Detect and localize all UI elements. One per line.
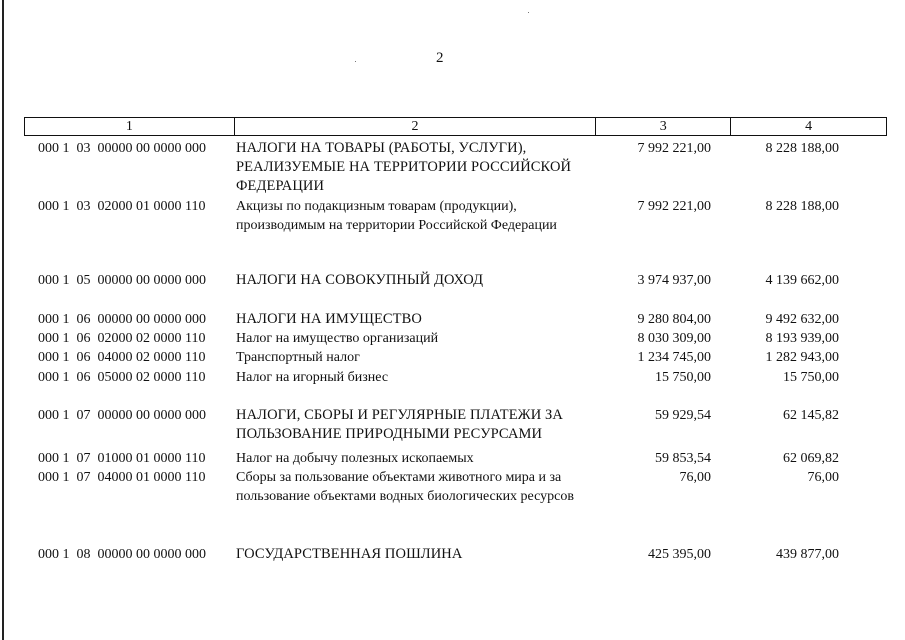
value-col3: 425 395,00 bbox=[648, 547, 711, 562]
column-header-2: 2 bbox=[234, 118, 596, 136]
value-col4: 8 193 939,00 bbox=[765, 331, 839, 346]
page-left-edge bbox=[2, 0, 4, 640]
budget-code: 000 1 07 01000 01 0000 110 bbox=[38, 451, 206, 466]
value-col4: 4 139 662,00 bbox=[765, 273, 839, 288]
value-col4: 76,00 bbox=[807, 470, 839, 485]
row-name: НАЛОГИ НА СОВОКУПНЫЙ ДОХОД bbox=[236, 272, 484, 288]
row-name: НАЛОГИ НА ИМУЩЕСТВО bbox=[236, 311, 422, 327]
row-name: ГОСУДАРСТВЕННАЯ ПОШЛИНА bbox=[236, 546, 463, 562]
value-col3: 7 992 221,00 bbox=[637, 141, 711, 156]
budget-code: 000 1 06 05000 02 0000 110 bbox=[38, 370, 206, 385]
value-col3: 59 929,54 bbox=[655, 408, 711, 423]
row-name: НАЛОГИ, СБОРЫ И РЕГУЛЯРНЫЕ ПЛАТЕЖИ ЗА ПОЛЬЗОВАНИЕ ПРИРОДНЫМИ РЕСУРСАМИ bbox=[236, 407, 563, 442]
row-name: Акцизы по подакцизным товарам (продукции), производимым на территории Российской Федерации bbox=[236, 199, 557, 233]
row-name: НАЛОГИ НА ТОВАРЫ (РАБОТЫ, УСЛУГИ), РЕАЛИЗУЕМЫЕ НА ТЕРРИТОРИИ РОССИЙСКОЙ ФЕДЕРАЦИИ bbox=[236, 140, 572, 194]
page-number: 2 bbox=[436, 50, 444, 66]
budget-code: 000 1 06 00000 00 0000 000 bbox=[38, 312, 206, 327]
row-name: Транспортный налог bbox=[236, 350, 360, 365]
value-col3: 59 853,54 bbox=[655, 451, 711, 466]
row-name: Налог на игорный бизнес bbox=[236, 370, 389, 385]
value-col4: 1 282 943,00 bbox=[765, 350, 839, 365]
column-header-1: 1 bbox=[25, 118, 235, 136]
budget-code: 000 1 03 02000 01 0000 110 bbox=[38, 199, 206, 214]
value-col4: 9 492 632,00 bbox=[765, 312, 839, 327]
value-col3: 15 750,00 bbox=[655, 370, 711, 385]
row-name: Сборы за пользование объектами животного мира и за пользование объектами водных биологических ресурсов bbox=[236, 470, 574, 504]
value-col4: 8 228 188,00 bbox=[765, 141, 839, 156]
value-col3: 8 030 309,00 bbox=[637, 331, 711, 346]
budget-code: 000 1 05 00000 00 0000 000 bbox=[38, 273, 206, 288]
budget-code: 000 1 06 02000 02 0000 110 bbox=[38, 331, 206, 346]
column-header-row bbox=[25, 118, 887, 136]
value-col3: 9 280 804,00 bbox=[637, 312, 711, 327]
scan-speck bbox=[528, 12, 529, 13]
row-name: Налог на имущество организаций bbox=[236, 331, 439, 346]
budget-code: 000 1 07 00000 00 0000 000 bbox=[38, 408, 206, 423]
value-col3: 76,00 bbox=[679, 470, 711, 485]
column-header-table bbox=[24, 117, 887, 136]
column-header-3: 3 bbox=[596, 118, 731, 136]
budget-code: 000 1 08 00000 00 0000 000 bbox=[38, 547, 206, 562]
value-col4: 62 145,82 bbox=[783, 408, 839, 423]
budget-code: 000 1 07 04000 01 0000 110 bbox=[38, 470, 206, 485]
row-name: Налог на добычу полезных ископаемых bbox=[236, 451, 474, 466]
value-col4: 15 750,00 bbox=[783, 370, 839, 385]
budget-code: 000 1 06 04000 02 0000 110 bbox=[38, 350, 206, 365]
value-col4: 8 228 188,00 bbox=[765, 199, 839, 214]
budget-code: 000 1 03 00000 00 0000 000 bbox=[38, 141, 206, 156]
column-header-4: 4 bbox=[731, 118, 887, 136]
value-col4: 439 877,00 bbox=[776, 547, 839, 562]
value-col4: 62 069,82 bbox=[783, 451, 839, 466]
value-col3: 1 234 745,00 bbox=[637, 350, 711, 365]
value-col3: 7 992 221,00 bbox=[637, 199, 711, 214]
value-col3: 3 974 937,00 bbox=[637, 273, 711, 288]
scan-speck bbox=[355, 61, 356, 62]
